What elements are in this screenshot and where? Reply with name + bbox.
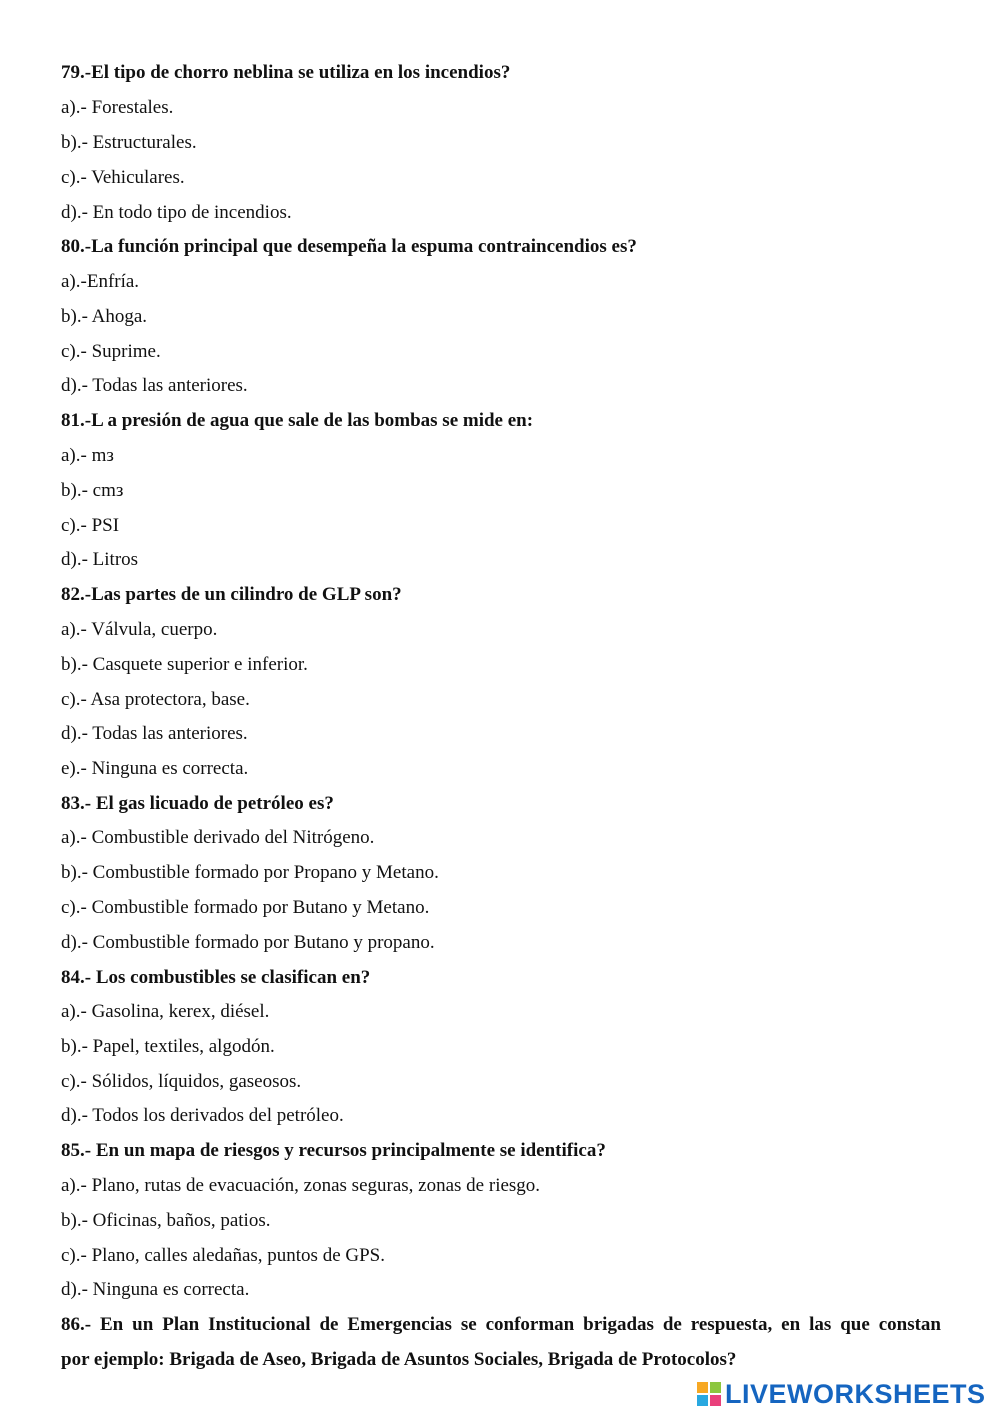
option-85-c: c).- Plano, calles aledañas, puntos de GPS. — [61, 1245, 385, 1266]
option-83-d: d).- Combustible formado por Butano y propano. — [61, 932, 435, 953]
option-81-a: a).- mз — [61, 445, 114, 466]
option-82-d: d).- Todas las anteriores. — [61, 723, 248, 744]
option-82-c: c).- Asa protectora, base. — [61, 689, 250, 710]
option-80-a: a).-Enfría. — [61, 271, 140, 292]
liveworksheets-wordmark: LIVEWORKSHEETS — [725, 1378, 986, 1409]
option-79-c: c).- Vehiculares. — [61, 167, 185, 188]
question-79: 79.-El tipo de chorro neblina se utiliza en los incendios? — [61, 62, 511, 83]
option-79-b: b).- Estructurales. — [61, 132, 197, 153]
question-83: 83.- El gas licuado de petróleo es? — [61, 793, 334, 814]
option-83-b: b).- Combustible formado por Propano y Metano. — [61, 862, 439, 883]
question-80: 80.-La función principal que desempeña la espuma contraincendios es? — [61, 236, 637, 257]
option-84-d: d).- Todos los derivados del petróleo. — [61, 1105, 344, 1126]
option-83-a: a).- Combustible derivado del Nitrógeno. — [61, 827, 375, 848]
option-80-d: d).- Todas las anteriores. — [61, 375, 248, 396]
option-84-a: a).- Gasolina, kerex, diésel. — [61, 1001, 270, 1022]
liveworksheets-logo — [697, 1380, 986, 1408]
question-86-line-1: 86.- En un Plan Institucional de Emergencias se conforman brigadas de respuesta, en las que constan — [61, 1314, 941, 1335]
option-80-b: b).- Ahoga. — [61, 306, 148, 327]
option-80-c: c).- Suprime. — [61, 341, 161, 362]
option-85-b: b).- Oficinas, baños, patios. — [61, 1210, 271, 1231]
option-79-d: d).- En todo tipo de incendios. — [61, 202, 292, 223]
option-82-a: a).- Válvula, cuerpo. — [61, 619, 218, 640]
option-85-d: d).- Ninguna es correcta. — [61, 1279, 250, 1300]
option-81-c: c).- PSI — [61, 515, 120, 536]
option-79-a: a).- Forestales. — [61, 97, 174, 118]
option-83-c: c).- Combustible formado por Butano y Metano. — [61, 897, 430, 918]
question-81: 81.-L a presión de agua que sale de las bombas se mide en: — [61, 410, 534, 431]
option-82-b: b).- Casquete superior e inferior. — [61, 654, 308, 675]
option-84-c: c).- Sólidos, líquidos, gaseosos. — [61, 1071, 302, 1092]
option-82-e: e).- Ninguna es correcta. — [61, 758, 249, 779]
question-82: 82.-Las partes de un cilindro de GLP son? — [61, 584, 402, 605]
option-84-b: b).- Papel, textiles, algodón. — [61, 1036, 275, 1057]
question-86-line-2: por ejemplo: Brigada de Aseo, Brigada de Asuntos Sociales, Brigada de Protocolos? — [61, 1349, 737, 1370]
question-84: 84.- Los combustibles se clasifican en? — [61, 967, 371, 988]
option-81-b: b).- cmз — [61, 480, 124, 501]
option-81-d: d).- Litros — [61, 549, 139, 570]
question-85: 85.- En un mapa de riesgos y recursos principalmente se identifica? — [61, 1140, 606, 1161]
liveworksheets-mark-icon — [697, 1382, 721, 1406]
option-85-a: a).- Plano, rutas de evacuación, zonas seguras, zonas de riesgo. — [61, 1175, 541, 1196]
